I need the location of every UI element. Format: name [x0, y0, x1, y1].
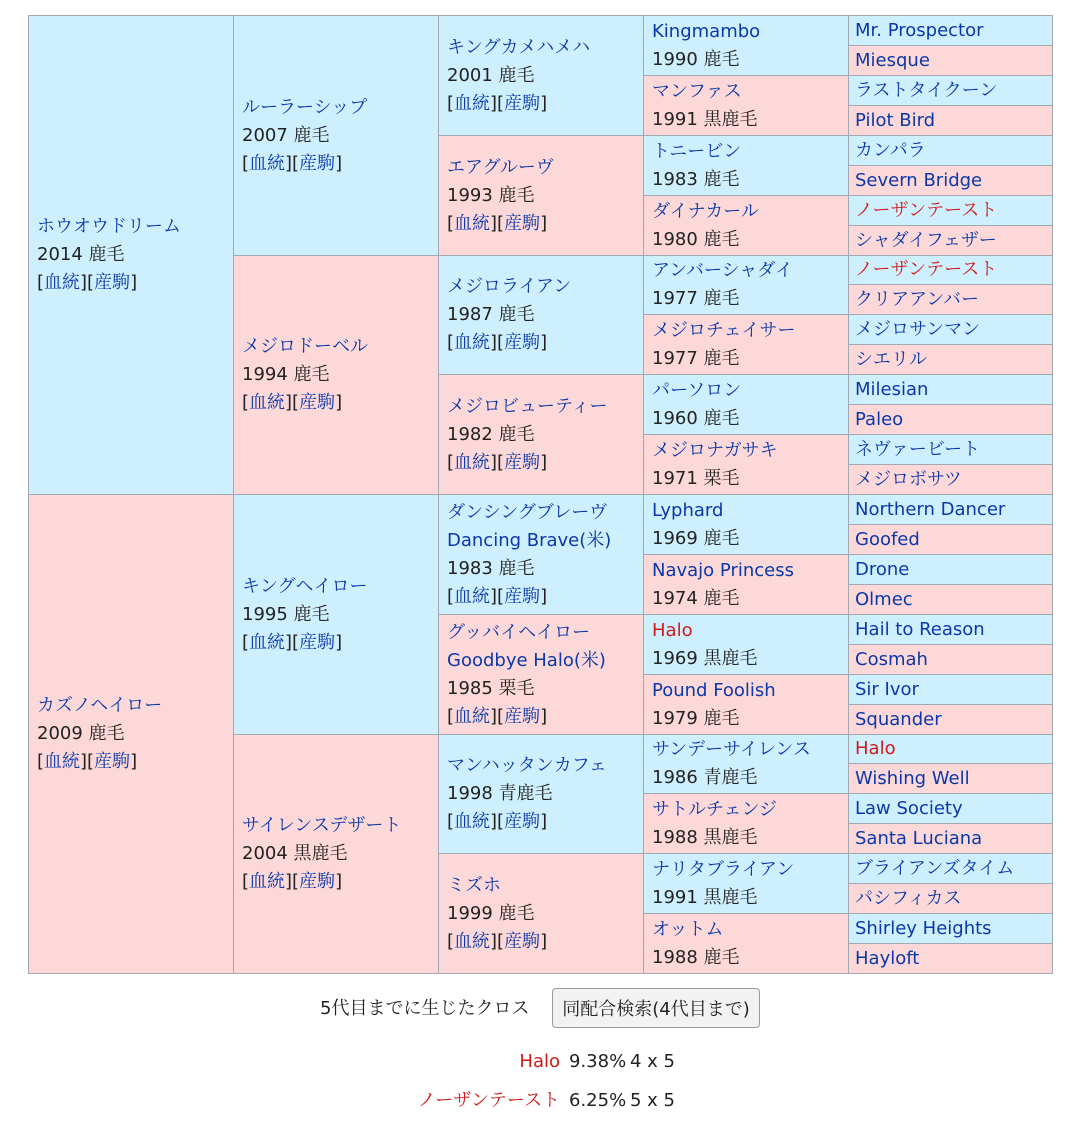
horse-links: [血統][産駒]	[447, 92, 548, 114]
pedigree-cell	[848, 105, 1053, 136]
horse-links: [血統][産駒]	[242, 871, 343, 892]
cross-percent: 6.25%	[569, 1090, 627, 1111]
progeny-link[interactable]: 産駒	[94, 272, 131, 293]
horse-name-link[interactable]: メジロライアン	[447, 276, 572, 297]
pedigree-cell	[643, 494, 849, 555]
pedigree-link[interactable]: 血統	[454, 451, 491, 473]
progeny-link[interactable]: 産駒	[504, 212, 541, 234]
pedigree-cell	[643, 554, 849, 615]
pedigree-cell	[848, 943, 1053, 974]
horse-links: [血統][産駒]	[242, 631, 343, 653]
birth-year-color: 2004 黒鹿毛	[242, 843, 348, 864]
horse-origin-link[interactable]: Goodbye Halo(米)	[447, 649, 606, 671]
pedigree-cell	[848, 674, 1053, 705]
horse-name-link[interactable]: Paleo	[855, 408, 904, 430]
horse-name-link[interactable]: Pound Foolish	[652, 679, 776, 701]
horse-name-link[interactable]: メジロナガサキ	[652, 439, 778, 461]
pedigree-link[interactable]: 血統	[454, 585, 491, 607]
horse-name-link[interactable]: Shirley Heights	[855, 917, 992, 939]
pedigree-link[interactable]: 血統	[454, 92, 491, 114]
similar-breeding-search-button[interactable]: 同配合検索(4代目まで)	[552, 988, 760, 1028]
horse-links: [血統][産駒]	[242, 152, 343, 174]
horse-links: [血統][産駒]	[447, 212, 548, 234]
pedigree-cell	[28, 15, 234, 495]
horse-name-link[interactable]: カンパラ	[855, 139, 926, 161]
horse-name-link[interactable]: Northern Dancer	[855, 498, 1006, 520]
birth-year-color: 1969 鹿毛	[652, 527, 740, 549]
horse-name-link[interactable]: マンファス	[652, 80, 742, 102]
pedigree-cell	[643, 793, 849, 854]
horse-name-link[interactable]: カズノヘイロー	[37, 695, 163, 716]
horse-name-link[interactable]: Wishing Well	[855, 767, 970, 789]
pedigree-cell	[848, 883, 1053, 914]
progeny-link[interactable]: 産駒	[299, 631, 336, 653]
pedigree-cell	[848, 464, 1053, 495]
pedigree-cell	[643, 314, 849, 375]
pedigree-cell	[848, 75, 1053, 106]
birth-year-color: 1988 鹿毛	[652, 946, 740, 968]
horse-name-link[interactable]: Cosmah	[855, 648, 928, 670]
cross-horse-link[interactable]: Halo	[519, 1051, 560, 1072]
horse-name-link[interactable]: オットム	[652, 918, 724, 940]
horse-name-link[interactable]: ネヴァービート	[855, 438, 981, 460]
birth-year-color: 1994 鹿毛	[242, 364, 330, 385]
progeny-link[interactable]: 産駒	[94, 751, 131, 772]
pedigree-cell	[233, 15, 439, 256]
birth-year-color: 1980 鹿毛	[652, 228, 740, 250]
horse-name-link[interactable]: Navajo Princess	[652, 559, 794, 581]
horse-name-link[interactable]: メジロチェイサー	[652, 319, 796, 341]
birth-year-color: 1977 鹿毛	[652, 288, 740, 309]
pedigree-cell	[438, 135, 644, 256]
cross-row	[0, 1087, 1080, 1115]
pedigree-cell	[848, 614, 1053, 645]
pedigree-cell	[438, 374, 644, 495]
horse-links: [血統][産駒]	[37, 751, 138, 772]
birth-year-color: 2001 鹿毛	[447, 64, 535, 86]
cross-generations: 4 x 5	[630, 1051, 675, 1072]
horse-name-link[interactable]: マンハッタンカフェ	[447, 755, 607, 776]
horse-name-link[interactable]: Olmec	[855, 588, 913, 610]
pedigree-cell	[848, 45, 1053, 76]
birth-year-color: 1977 鹿毛	[652, 347, 740, 369]
horse-name-link[interactable]: Milesian	[855, 378, 929, 400]
horse-name-link[interactable]: メジロビューティー	[447, 395, 608, 417]
horse-name-link[interactable]: パシフィカス	[855, 887, 962, 909]
horse-name-link[interactable]: Goofed	[855, 528, 920, 550]
horse-name-link[interactable]: ノーザンテースト	[855, 259, 998, 280]
horse-name-link[interactable]: Mr. Prospector	[855, 19, 984, 41]
horse-name-link[interactable]: パーソロン	[652, 379, 742, 401]
birth-year-color: 1979 鹿毛	[652, 707, 740, 729]
horse-name-link[interactable]: シエリル	[855, 348, 927, 370]
pedigree-link[interactable]: 血統	[454, 212, 491, 234]
cross-percent: 9.38%	[569, 1051, 627, 1072]
horse-links: [血統][産駒]	[447, 585, 548, 607]
horse-name-link[interactable]: Squander	[855, 708, 942, 730]
pedigree-cell	[848, 524, 1053, 555]
birth-year-color: 1983 鹿毛	[447, 557, 535, 579]
cross-generations: 5 x 5	[630, 1090, 675, 1111]
horse-name-link[interactable]: サトルチェンジ	[652, 798, 778, 820]
horse-name-link[interactable]: ラストタイクーン	[855, 79, 998, 101]
horse-name-link[interactable]: クリアアンバー	[855, 288, 980, 310]
horse-name-link[interactable]: Halo	[652, 619, 693, 641]
horse-name-link[interactable]: メジロサンマン	[855, 318, 981, 340]
pedigree-cell	[848, 314, 1053, 345]
horse-name-link[interactable]: キングヘイロー	[242, 575, 368, 597]
progeny-link[interactable]: 産駒	[299, 152, 336, 174]
horse-links: [血統][産駒]	[447, 930, 548, 952]
pedigree-link[interactable]: 血統	[44, 751, 81, 772]
horse-name-link[interactable]: メジロドーベル	[242, 336, 368, 357]
pedigree-link[interactable]: 血統	[249, 871, 286, 892]
cross-row	[0, 1048, 1080, 1076]
horse-name-link[interactable]: Hail to Reason	[855, 618, 985, 640]
pedigree-cell	[848, 823, 1053, 854]
pedigree-link[interactable]: 血統	[454, 705, 491, 727]
birth-year-color: 1974 鹿毛	[652, 587, 740, 609]
horse-name-link[interactable]: Pilot Bird	[855, 109, 936, 131]
horse-name-link[interactable]: Drone	[855, 558, 910, 580]
pedigree-cell	[848, 165, 1053, 196]
horse-name-link[interactable]: サイレンスデザート	[242, 815, 402, 836]
pedigree-cell	[848, 734, 1053, 764]
horse-name-link[interactable]: Hayloft	[855, 947, 920, 969]
pedigree-link[interactable]: 血統	[454, 332, 491, 353]
pedigree-cell	[848, 554, 1053, 585]
pedigree-link[interactable]: 血統	[249, 392, 286, 413]
birth-year-color: 1993 鹿毛	[447, 184, 535, 206]
progeny-link[interactable]: 産駒	[504, 92, 541, 114]
progeny-link[interactable]: 産駒	[299, 871, 336, 892]
horse-links: [血統][産駒]	[447, 811, 548, 832]
birth-year-color: 2007 鹿毛	[242, 124, 330, 146]
birth-year-color: 1983 鹿毛	[652, 168, 740, 190]
horse-name-link[interactable]: Kingmambo	[652, 20, 761, 42]
horse-name-link[interactable]: ダンシングブレーヴ	[447, 501, 608, 523]
horse-links: [血統][産駒]	[447, 332, 548, 353]
birth-year-color: 1991 黒鹿毛	[652, 108, 758, 130]
horse-links: [血統][産駒]	[447, 705, 548, 727]
horse-name-link[interactable]: トニービン	[652, 140, 742, 162]
pedigree-cell	[643, 15, 849, 76]
pedigree-cell	[438, 614, 644, 735]
horse-name-link[interactable]: シャダイフェザー	[855, 229, 997, 251]
pedigree-cell	[438, 255, 644, 375]
cross-horse-link[interactable]: ノーザンテースト	[417, 1090, 560, 1111]
horse-name-link[interactable]: メジロボサツ	[855, 468, 962, 490]
pedigree-cell	[643, 255, 849, 315]
pedigree-cell	[848, 15, 1053, 46]
birth-year-color: 2009 鹿毛	[37, 723, 125, 744]
horse-name-link[interactable]: サンデーサイレンス	[652, 739, 811, 760]
horse-name-link[interactable]: Lyphard	[652, 499, 724, 521]
cross-label: 5代目までに生じたクロス	[320, 998, 530, 1019]
pedigree-cell	[643, 434, 849, 495]
pedigree-cell	[438, 734, 644, 854]
progeny-link[interactable]: 産駒	[504, 585, 541, 607]
horse-name-link[interactable]: エアグルーヴ	[447, 156, 554, 178]
pedigree-cell	[848, 284, 1053, 315]
birth-year-color: 1995 鹿毛	[242, 603, 330, 625]
pedigree-cell	[643, 734, 849, 794]
horse-name-link[interactable]: ルーラーシップ	[242, 96, 368, 118]
birth-year-color: 1986 青鹿毛	[652, 767, 758, 788]
birth-year-color: 1971 栗毛	[652, 467, 740, 489]
horse-name-link[interactable]: Sir Ivor	[855, 678, 919, 700]
horse-name-link[interactable]: Halo	[855, 738, 896, 759]
horse-name-link[interactable]: ミズホ	[447, 874, 501, 896]
pedigree-cell	[848, 763, 1053, 794]
pedigree-cell	[848, 494, 1053, 525]
pedigree-cell	[643, 75, 849, 136]
birth-year-color: 1998 青鹿毛	[447, 783, 553, 804]
horse-origin-link[interactable]: Dancing Brave(米)	[447, 529, 612, 551]
pedigree-link[interactable]: 血統	[249, 631, 286, 653]
horse-name-link[interactable]: Santa Luciana	[855, 827, 983, 849]
pedigree-table	[28, 15, 1052, 973]
horse-name-link[interactable]: Severn Bridge	[855, 169, 983, 191]
birth-year-color: 1991 黒鹿毛	[652, 886, 758, 908]
progeny-link[interactable]: 産駒	[504, 705, 541, 727]
pedigree-link[interactable]: 血統	[249, 152, 286, 174]
pedigree-cell	[233, 494, 439, 735]
pedigree-cell	[848, 195, 1053, 226]
pedigree-cell	[848, 135, 1053, 166]
pedigree-cell	[643, 853, 849, 914]
pedigree-cell	[643, 195, 849, 256]
pedigree-cell	[848, 255, 1053, 285]
pedigree-cell	[233, 734, 439, 974]
pedigree-cell	[643, 913, 849, 974]
pedigree-cell	[28, 494, 234, 974]
pedigree-cell	[848, 404, 1053, 435]
pedigree-link[interactable]: 血統	[44, 272, 81, 293]
pedigree-cell	[848, 853, 1053, 884]
pedigree-cell	[848, 344, 1053, 375]
horse-links: [血統][産駒]	[447, 451, 548, 473]
horse-name-link[interactable]: ブライアンズタイム	[855, 857, 1015, 879]
horse-links: [血統][産駒]	[242, 392, 343, 413]
horse-name-link[interactable]: Miesque	[855, 49, 930, 71]
pedigree-cell	[438, 15, 644, 136]
horse-name-link[interactable]: ノーザンテースト	[855, 199, 998, 221]
pedigree-cell	[848, 913, 1053, 944]
horse-name-link[interactable]: ホウオウドリーム	[37, 216, 181, 237]
pedigree-cell	[233, 255, 439, 495]
progeny-link[interactable]: 産駒	[504, 332, 541, 353]
pedigree-link[interactable]: 血統	[454, 930, 491, 952]
pedigree-cell	[848, 793, 1053, 824]
pedigree-cell	[643, 674, 849, 735]
pedigree-cell	[643, 374, 849, 435]
pedigree-cell	[848, 644, 1053, 675]
pedigree-cell	[848, 225, 1053, 256]
birth-year-color: 1960 鹿毛	[652, 407, 740, 429]
pedigree-cell	[643, 135, 849, 196]
birth-year-color: 1999 鹿毛	[447, 902, 535, 924]
birth-year-color: 1969 黒鹿毛	[652, 647, 758, 669]
horse-links: [血統][産駒]	[37, 272, 138, 293]
progeny-link[interactable]: 産駒	[504, 930, 541, 952]
horse-name-link[interactable]: アンバーシャダイ	[652, 260, 793, 281]
birth-year-color: 1987 鹿毛	[447, 304, 535, 325]
pedigree-cell	[438, 853, 644, 974]
pedigree-cell	[848, 704, 1053, 735]
pedigree-cell	[643, 614, 849, 675]
pedigree-cell	[848, 374, 1053, 405]
pedigree-cell	[438, 494, 644, 615]
pedigree-cell	[848, 584, 1053, 615]
progeny-link[interactable]: 産駒	[299, 392, 336, 413]
birth-year-color: 2014 鹿毛	[37, 244, 125, 265]
horse-name-link[interactable]: キングカメハメハ	[447, 36, 591, 58]
horse-name-link[interactable]: ナリタブライアン	[652, 858, 795, 880]
horse-name-link[interactable]: Law Society	[855, 797, 963, 819]
horse-name-link[interactable]: ダイナカール	[652, 200, 759, 222]
birth-year-color: 1988 黒鹿毛	[652, 826, 758, 848]
pedigree-link[interactable]: 血統	[454, 811, 491, 832]
progeny-link[interactable]: 産駒	[504, 811, 541, 832]
progeny-link[interactable]: 産駒	[504, 451, 541, 473]
pedigree-cell	[848, 434, 1053, 465]
birth-year-color: 1982 鹿毛	[447, 423, 535, 445]
birth-year-color: 1990 鹿毛	[652, 48, 740, 70]
horse-name-link[interactable]: グッバイヘイロー	[447, 621, 591, 643]
birth-year-color: 1985 栗毛	[447, 677, 535, 699]
